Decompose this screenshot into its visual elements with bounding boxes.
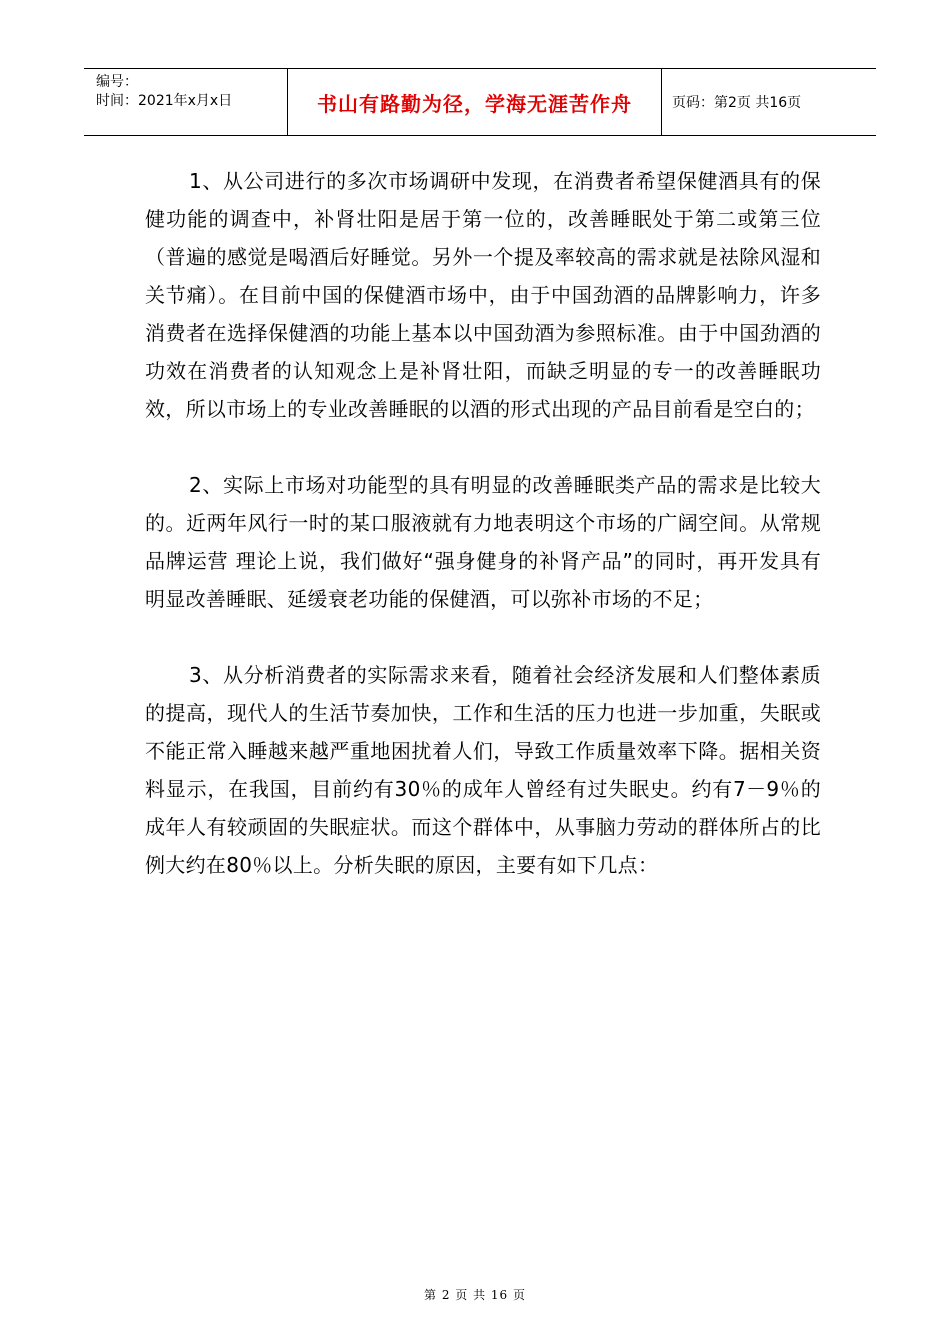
page-header — [84, 68, 876, 136]
document-number-label: 编号： — [96, 74, 138, 90]
paragraph-3: 3、从分析消费者的实际需求来看，随着社会经济发展和人们整体素质的提高，现代人的生活节奏加快，工作和生活的压力也进一步加重，失眠或不能正常入睡越来越严重地困扰着人们，导致工作质量效率下降。据相关资料显示，在我国，目前约有30％的成年人曾经有过失眠史。约有7－9％的成年人有较顽固的失眠症状。而这个群体中，从事脑力劳动的群体所占的比例大约在80％以上。分析失眠的原因，主要有如下几点： — [145, 663, 821, 877]
paragraph-1: 1、从公司进行的多次市场调研中发现，在消费者希望保健酒具有的保健功能的调查中，补肾壮阳是居于第一位的，改善睡眠处于第二或第三位（普遍的感觉是喝酒后好睡觉。另外一个提及率较高的需求就是祛除风湿和关节痛）。在目前中国的保健酒市场中，由于中国劲酒的品牌影响力，许多消费者在选择保健酒的功能上基本以中国劲酒为参照标准。由于中国劲酒的功效在消费者的认知观念上是补肾壮阳，而缺乏明显的专一的改善睡眠功效，所以市场上的专业改善睡眠的以酒的形式出现的产品目前看是空白的； — [145, 169, 821, 421]
header-motto: 书山有路勤为径，学海无涯苦作舟 — [288, 69, 662, 135]
document-body — [145, 162, 821, 922]
page-footer: 第 2 页 共 16 页 — [424, 1288, 526, 1302]
paragraph-2: 2、实际上市场对功能型的具有明显的改善睡眠类产品的需求是比较大的。近两年风行一时的某口服液就有力地表明这个市场的广阔空间。从常规品牌运营 理论上说，我们做好“强身健身的补肾产品”的同时，再开发具有明显改善睡眠、延缓衰老功能的保健酒，可以弥补市场的不足； — [145, 473, 821, 611]
header-meta — [84, 69, 288, 135]
header-page-info: 页码：第2页 共16页 — [672, 95, 802, 111]
document-time-label: 时间：2021年x月x日 — [96, 93, 233, 109]
